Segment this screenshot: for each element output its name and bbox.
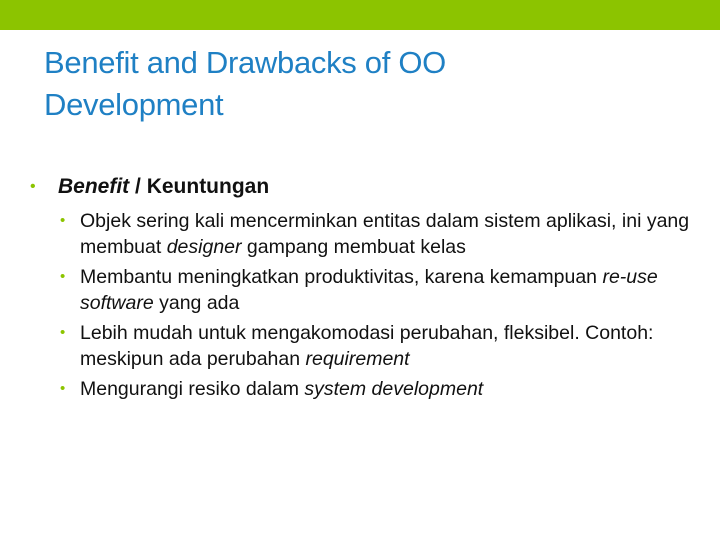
title-line-2: Development [44, 87, 224, 122]
slide-content [30, 172, 690, 406]
item-text: Mengurangi resiko dalam [80, 378, 305, 400]
item-text-end: yang ada [153, 292, 240, 314]
bullet-icon: • [30, 178, 36, 195]
item-italic: re-use software [80, 266, 658, 314]
bullet-icon: • [60, 212, 66, 229]
item-italic: designer [166, 236, 242, 258]
list-item [30, 376, 690, 402]
item-italic: requirement [305, 348, 410, 370]
bullet-icon: • [60, 268, 66, 285]
heading-rest: / Keuntungan [129, 175, 270, 198]
top-accent-bar [0, 0, 720, 30]
bullet-icon: • [60, 380, 66, 397]
bullet-icon: • [60, 324, 66, 341]
list-item [30, 208, 690, 260]
heading-bullet [30, 172, 690, 202]
item-text-end: gampang membuat kelas [241, 236, 466, 258]
heading-italic: Benefit [58, 175, 130, 198]
slide-title [44, 42, 684, 126]
list-item [30, 320, 690, 372]
list-item [30, 264, 690, 316]
item-text: Lebih mudah untuk mengakomodasi perubahan, fleksibel. Contoh: meskipun ada perubahan [80, 322, 654, 370]
item-italic: system development [304, 378, 484, 400]
item-text: Membantu meningkatkan produktivitas, karena kemampuan [80, 266, 603, 288]
title-line-1: Benefit and Drawbacks of OO [44, 45, 446, 80]
item-text: Objek sering kali mencerminkan entitas dalam sistem aplikasi, ini yang membuat [80, 210, 690, 258]
